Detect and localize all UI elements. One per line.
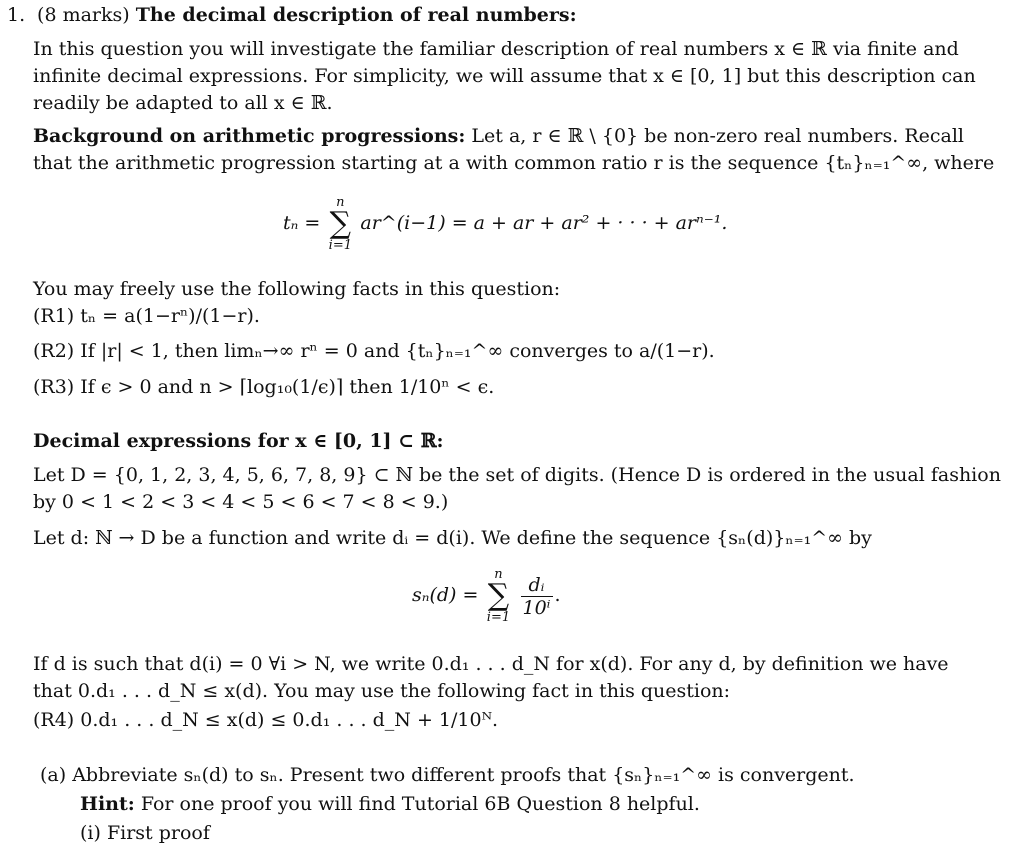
- eq-numerator: dᵢ: [521, 574, 553, 597]
- intro-line: readily be adapted to all x ∈ ℝ.: [33, 92, 333, 114]
- intro-paragraph: [33, 36, 976, 117]
- eq-lhs: tₙ =: [283, 212, 321, 234]
- sum-lower-limit: i=1: [328, 238, 352, 253]
- eq-lhs: sₙ(d) =: [412, 584, 479, 606]
- sum-upper-limit: n: [336, 195, 345, 210]
- background-heading: Background on arithmetic progressions:: [33, 125, 466, 147]
- summation-symbol: n ∑ i=1: [326, 196, 354, 252]
- facts-list: [33, 276, 945, 401]
- sum-upper-limit: n: [494, 567, 503, 582]
- eq-fraction: [521, 574, 553, 619]
- intro-line: In this question you will investigate the familiar description of real numbers x ∈ ℝ via finite and: [33, 38, 959, 60]
- decimal-text: Let d: ℕ → D be a function and write dᵢ = d(i). We define the sequence {sₙ(d)}ₙ₌₁^∞ by: [33, 527, 872, 549]
- question-header: [7, 2, 577, 29]
- eq-term: ar^(i−1): [360, 212, 446, 234]
- fact-r2: (R2) If |r| < 1, then limₙ→∞ rⁿ = 0 and {tₙ}ₙ₌₁^∞ converges to a/(1−r).: [33, 340, 715, 362]
- background-text: Let a, r ∈ ℝ \ {0} be non-zero real numbers. Recall: [471, 125, 965, 147]
- part-a: [40, 762, 855, 789]
- finite-text: that 0.d₁ . . . d_N ≤ x(d). You may use the following fact in this question:: [33, 680, 731, 702]
- background-text: that the arithmetic progression starting at a with common ratio r is the sequence {tₙ}ₙ₌₁^∞, where: [33, 152, 995, 174]
- background-paragraph: [33, 123, 995, 177]
- finite-text: If d is such that d(i) = 0 ∀i > N, we write 0.d₁ . . . d_N for x(d). For any d, by definition we have: [33, 653, 949, 675]
- decimal-paragraph: [33, 428, 1001, 552]
- equation-sn: sₙ(d) = n ∑ i=1 $\frac{\text{dᵢ}}{\text{10ⁱ}}$ .: [412, 567, 561, 625]
- summation-symbol: n ∑ i=1: [484, 568, 512, 624]
- finite-paragraph: [33, 651, 949, 734]
- decimal-heading: Decimal expressions for x ∈ [0, 1] ⊂ ℝ:: [33, 430, 444, 452]
- question-number: 1.: [7, 4, 26, 26]
- intro-line: infinite decimal expressions. For simplicity, we will assume that x ∈ [0, 1] but this description can: [33, 65, 976, 87]
- question-title: The decimal description of real numbers:: [135, 4, 577, 26]
- equation-tn: [283, 196, 727, 252]
- fact-r4: (R4) 0.d₁ . . . d_N ≤ x(d) ≤ 0.d₁ . . . d_N + 1/10ᴺ.: [33, 709, 499, 731]
- question-marks: (8 marks): [37, 4, 130, 26]
- decimal-text: by 0 < 1 < 2 < 3 < 4 < 5 < 6 < 7 < 8 < 9.): [33, 491, 449, 513]
- hint-label: Hint:: [80, 793, 135, 815]
- decimal-text: Let D = {0, 1, 2, 3, 4, 5, 6, 7, 8, 9} ⊂ ℕ be the set of digits. (Hence D is ordered in the usual fashion: [33, 464, 1001, 486]
- eq-rhs: = a + ar + ar² + · · · + arⁿ⁻¹.: [451, 212, 728, 234]
- part-a-text: (a) Abbreviate sₙ(d) to sₙ. Present two different proofs that {sₙ}ₙ₌₁^∞ is convergent.: [40, 764, 855, 786]
- fact-r1: (R1) tₙ = a(1−rⁿ)/(1−r).: [33, 305, 260, 327]
- hint-text: For one proof you will find Tutorial 6B Question 8 helpful.: [140, 793, 700, 815]
- part-a-subpart-i: (i) First proof: [80, 822, 210, 844]
- eq-denominator: 10ⁱ: [522, 596, 551, 619]
- part-a-hint: [80, 791, 700, 847]
- fact-r3: (R3) If ϵ > 0 and n > ⌈log₁₀(1/ϵ)⌉ then 1/10ⁿ < ϵ.: [33, 376, 495, 398]
- sum-lower-limit: i=1: [486, 610, 511, 625]
- facts-intro: You may freely use the following facts in this question:: [33, 278, 561, 300]
